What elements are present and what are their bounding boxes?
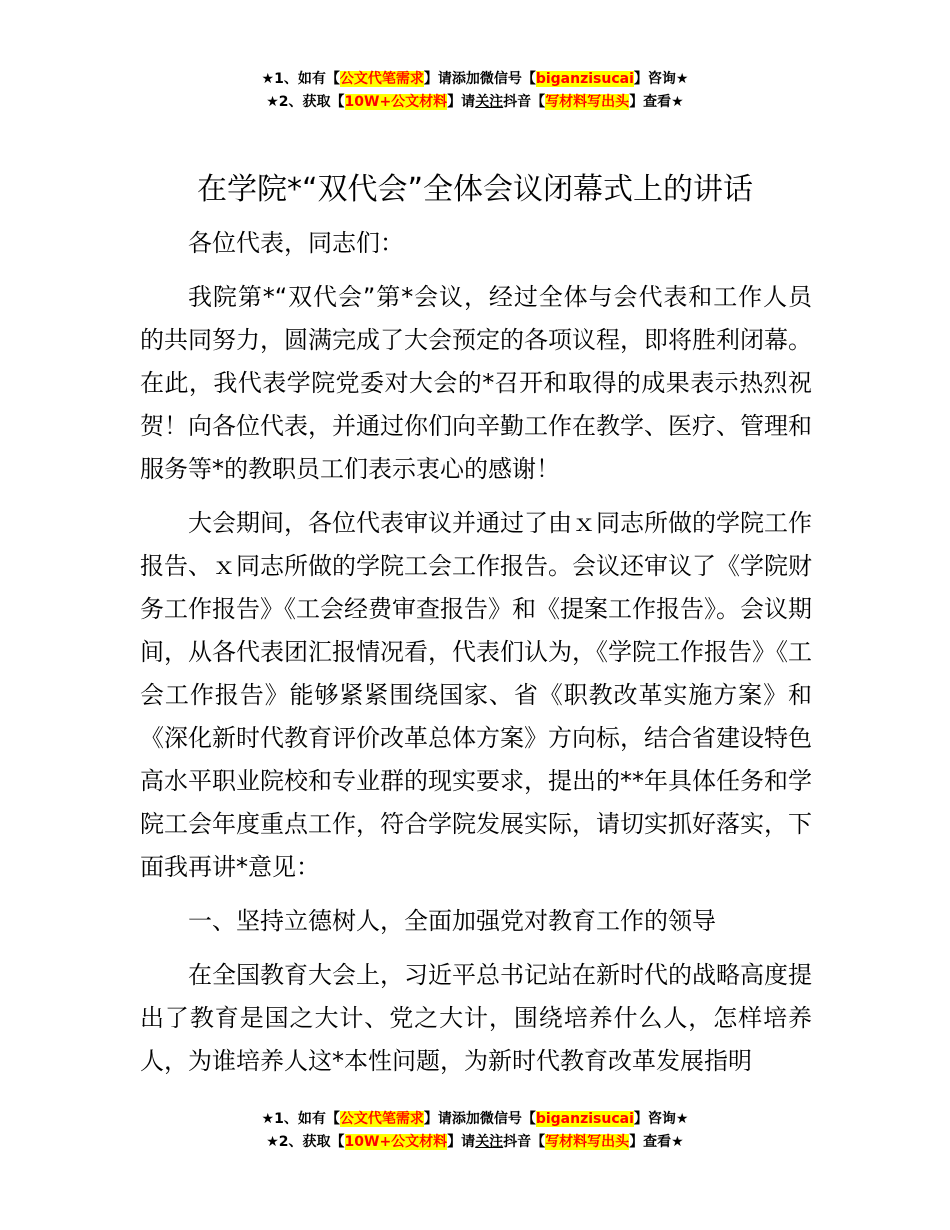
header-line-2-text-g: 】查看★ (629, 94, 684, 110)
header-line-1-text-e: 】咨询★ (633, 71, 689, 87)
footer-line-1-highlight-service: 公文代笔需求 (339, 1111, 424, 1127)
section-heading-1: 一、坚持立德树人，全面加强党对教育工作的领导 (188, 907, 716, 935)
paragraph-section-1: 在全国教育大会上，习近平总书记站在新时代的战略高度提出了教育是国之大计、党之大计，围绕培养什么人，怎样培养人，为谁培养人这*本性问题，为新时代教育改革发展指明 (140, 961, 812, 1075)
header-line-2 (0, 91, 950, 114)
footer-line-1-highlight-wechat: biganzisucai (535, 1111, 634, 1127)
header-line-2-text-e: 抖音【 (503, 94, 546, 110)
footer-line-2-text-c: 】请 (447, 1134, 476, 1150)
header-banner (0, 68, 950, 114)
header-line-2-highlight-materials: 10W+公文材料 (344, 94, 448, 110)
header-line-1-text-c: 】请添加微信号【 (423, 71, 536, 87)
footer-line-2-text-e: 抖音【 (503, 1134, 546, 1150)
header-line-2-underline-follow: 关注 (475, 94, 504, 110)
header-line-2-highlight-account: 写材料写出头 (545, 94, 630, 110)
header-line-2-text-a: ★2、获取【 (266, 94, 345, 110)
document-body (140, 222, 812, 1094)
footer-line-1-text-c: 】请添加微信号【 (423, 1111, 536, 1127)
header-line-1-text-a: ★1、如有【 (261, 71, 340, 87)
header-line-1-highlight-service: 公文代笔需求 (339, 71, 424, 87)
footer-line-2-underline-follow: 关注 (475, 1134, 504, 1150)
header-line-2-text-c: 】请 (447, 94, 476, 110)
footer-line-2 (0, 1131, 950, 1154)
footer-line-1 (0, 1108, 950, 1131)
paragraph-opening: 我院第*“双代会”第*会议，经过全体与会代表和工作人员的共同努力，圆满完成了大会预定的各项议程，即将胜利闭幕。在此，我代表学院党委对大会的*召开和取得的成果表示热烈祝贺！向各位代表，并通过你们向辛勤工作在教学、医疗、管理和服务等*的教职员工们表示衷心的感谢！ (140, 283, 812, 483)
footer-line-2-text-g: 】查看★ (629, 1134, 684, 1150)
footer-line-2-highlight-account: 写材料写出头 (545, 1134, 630, 1150)
paragraph-salutation: 各位代表，同志们： (188, 229, 404, 257)
footer-line-1-text-e: 】咨询★ (633, 1111, 689, 1127)
footer-line-2-text-a: ★2、获取【 (266, 1134, 345, 1150)
footer-banner (0, 1108, 950, 1154)
footer-line-2-highlight-materials: 10W+公文材料 (344, 1134, 448, 1150)
footer-line-1-text-a: ★1、如有【 (261, 1111, 340, 1127)
header-line-1 (0, 68, 950, 91)
paragraph-review: 大会期间，各位代表审议并通过了由ｘ同志所做的学院工作报告、ｘ同志所做的学院工会工作报告。会议还审议了《学院财务工作报告》《工会经费审查报告》和《提案工作报告》。会议期间，从各代表团汇报情况看，代表们认为，《学院工作报告》《工会工作报告》能够紧紧围绕国家、省《职教改革实施方案》和《深化新时代教育评价改革总体方案》方向标，结合省建设特色高水平职业院校和专业群的现实要求，提出的**年具体任务和学院工会年度重点工作，符合学院发展实际，请切实抓好落实，下面我再讲*意见： (140, 509, 812, 881)
document-title: 在学院*“双代会”全体会议闭幕式上的讲话 (196, 172, 754, 207)
header-line-1-highlight-wechat: biganzisucai (535, 71, 634, 87)
